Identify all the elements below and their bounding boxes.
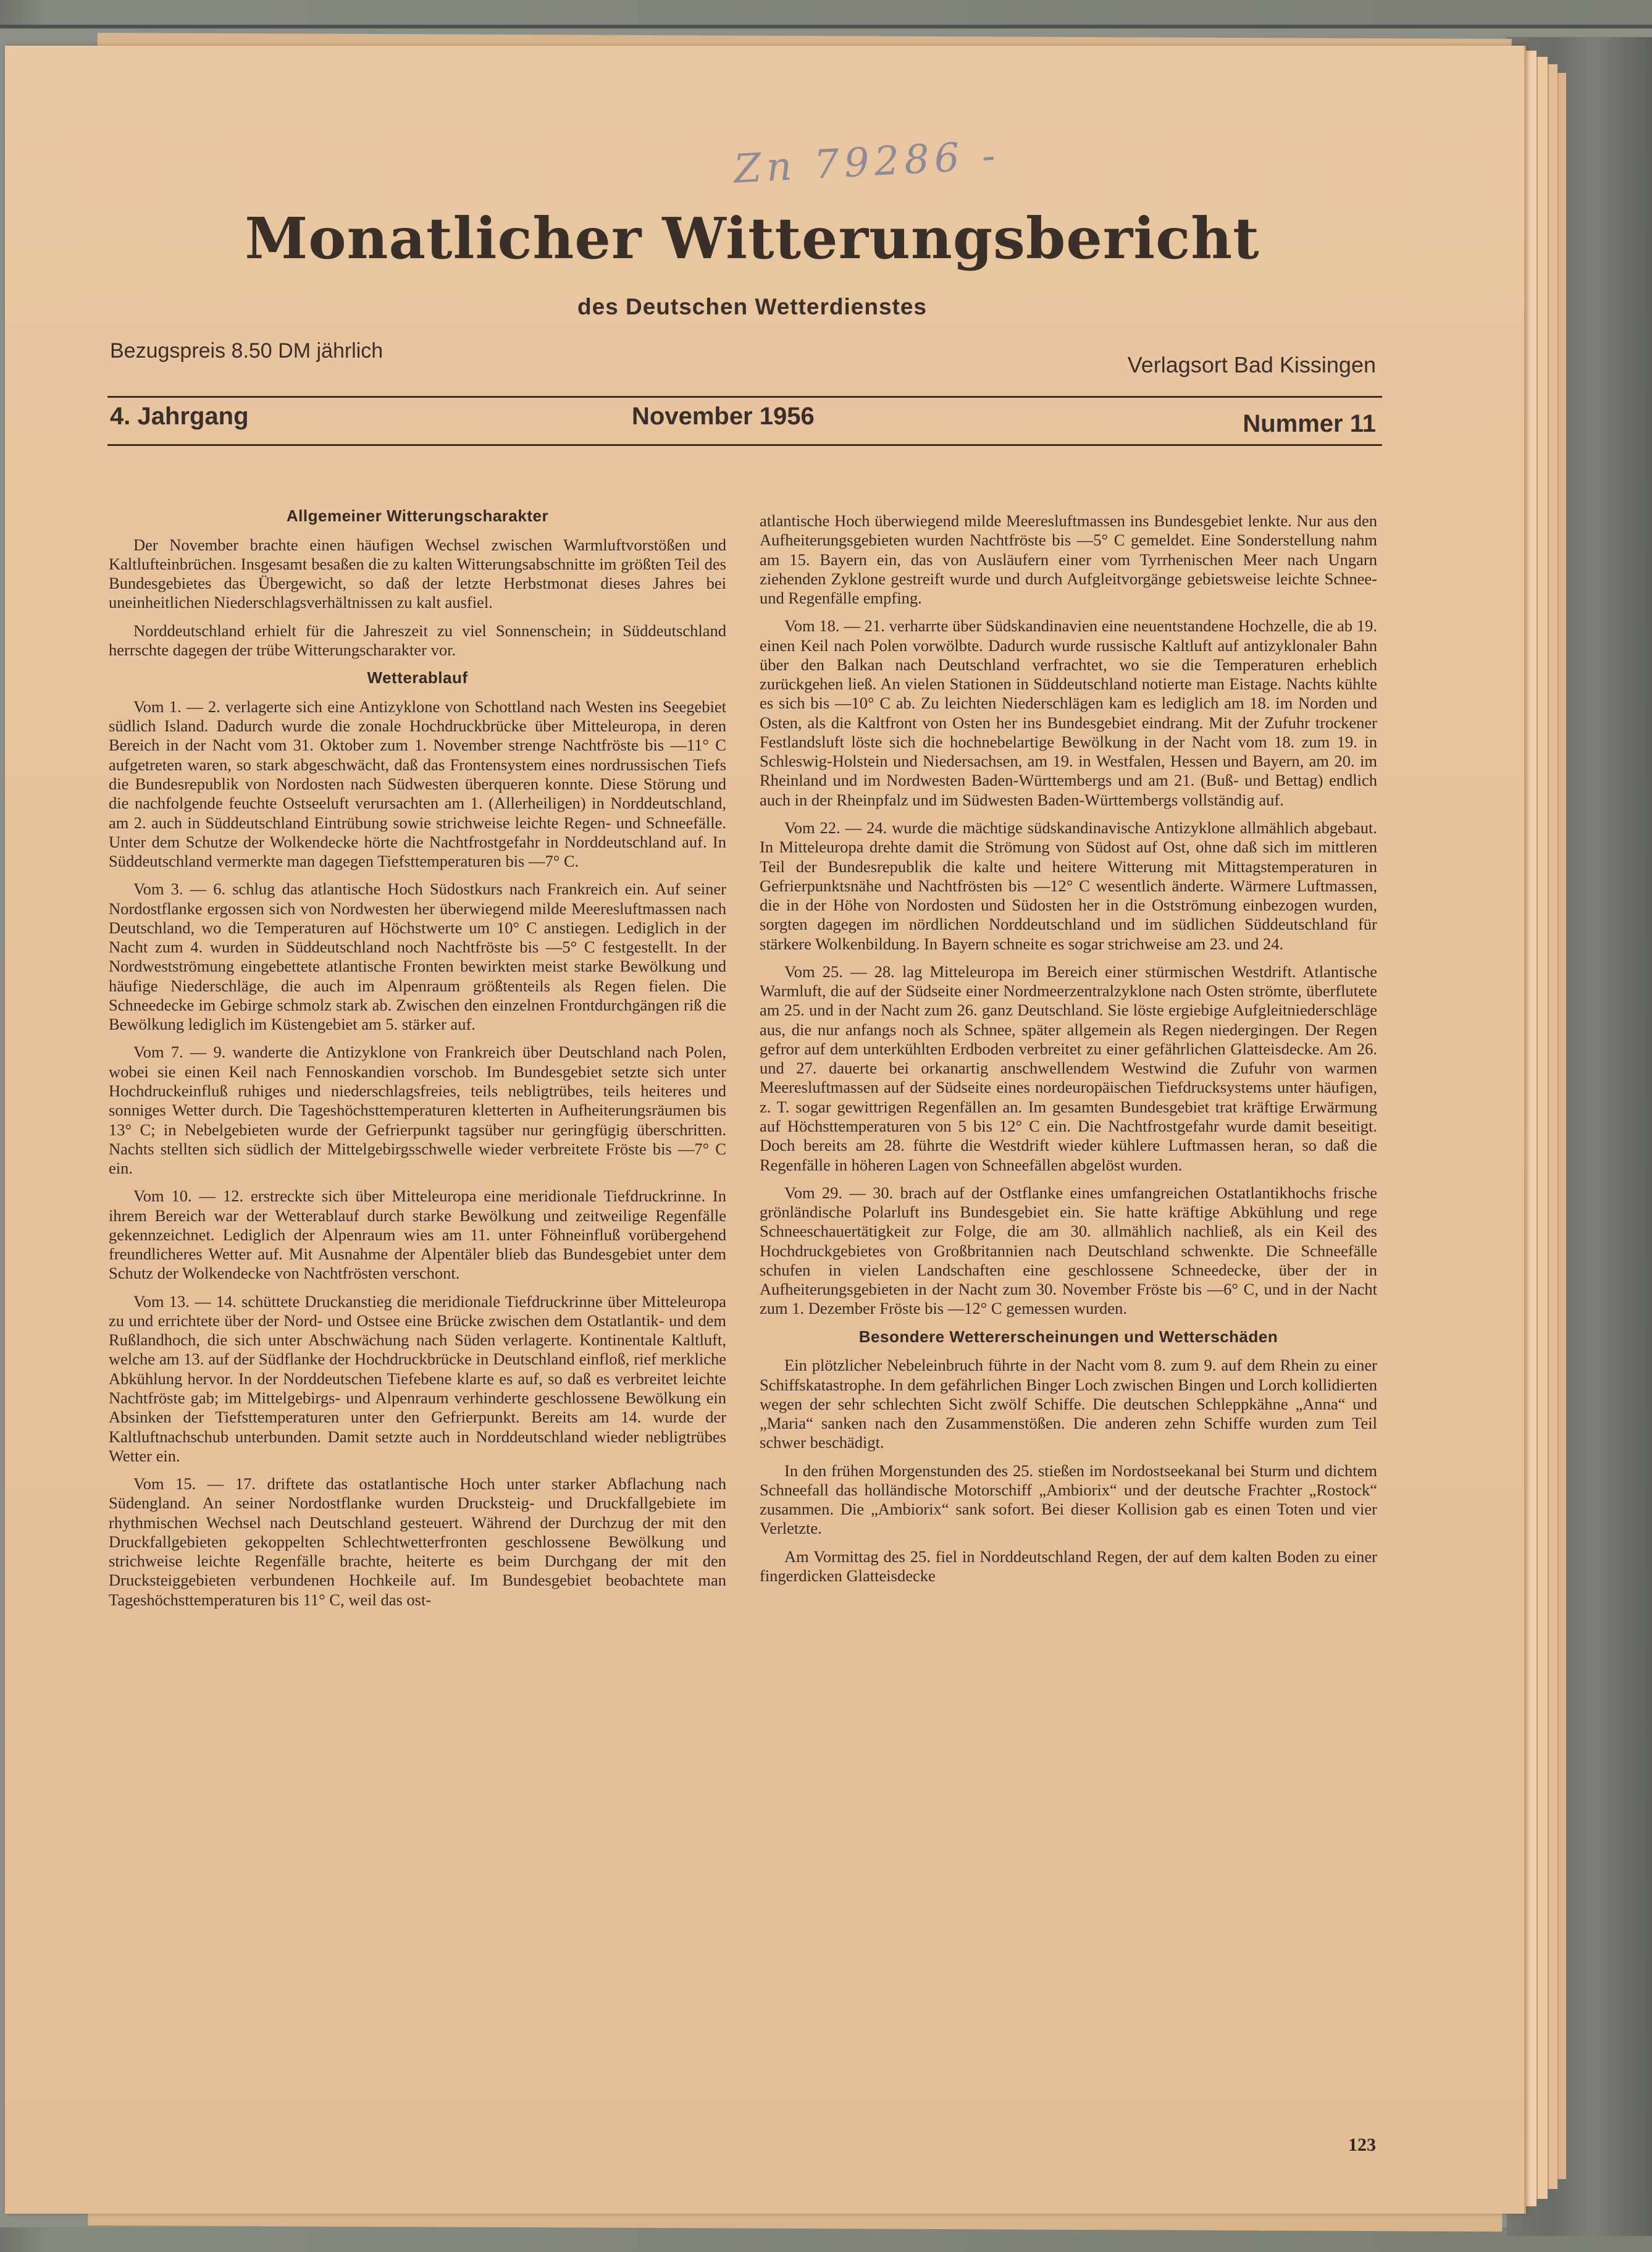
page-number: 123 xyxy=(1348,2135,1376,2155)
paragraph: Vom 7. — 9. wanderte die Antizyklone von Frankreich über Deutschland nach Polen, wobei sie einen Keil nach Fennoskandien vorschob. Im Bundesgebiet setzte sich unter Hochdruckeinfluß ruhiges und niederschlagsfreies, teils nebligtrübes, teils heiteres und sonniges Wetter durch. Die Tageshöchsttemperaturen kletterten in Aufheiterungsräumen bis 13° C; in Nebelgebieten wurde der Gefrierpunkt tagsüber nur geringfügig überschritten. Nachts stellten sich südlich der Mittelgebirgsschwelle wieder verbreitete Fröste bis —7° C ein. xyxy=(109,1043,726,1178)
paragraph: Vom 15. — 17. driftete das ostatlantische Hoch unter starker Abflachung nach Südengland. An seiner Nordostflanke wurden Drucksteig- und Druckfallgebiete im rhythmischen Wechsel nach Deutschland gesteuert. Während der Durchzug der mit den Druckfallgebieten gekoppelten Schlechtwetterfronten geschlossene Bewölkung und strichweise leichte Regenfälle brachte, heiterte es beim Durchgang der mit den Drucksteiggebieten verbundenen Hochkeile auf. Im Bundesgebiet beobachtete man Tageshöchsttemperaturen bis 11° C, weil das ost- xyxy=(109,1474,726,1609)
section-heading-weather-course: Wetterablauf xyxy=(367,668,468,687)
section-heading-general-character: Allgemeiner Witterungscharakter xyxy=(286,506,549,525)
paragraph: Norddeutschland erhielt für die Jahreszeit zu viel Sonnenschein; in Süddeutschland herrschte dagegen der trübe Witterungscharakter vor. xyxy=(109,621,726,659)
text-column-left xyxy=(109,503,726,1618)
document-page xyxy=(5,46,1526,2214)
volume-label: 4. Jahrgang xyxy=(110,403,249,430)
paragraph: Vom 10. — 12. erstreckte sich über Mitteleuropa eine meridionale Tiefdruckrinne. In ihrem Bereich war der Wetterablauf durch starke Bewölkung und zeitweilige Regenfälle gekennzeichnet. Lediglich der Alpenraum wies am 11. unter Föhneinfluß vorübergehend freundlicheres Wetter auf. Mit Ausnahme der Alpentäler blieb das Bundesgebiet unter dem Schutz der Wolkendecke von Nachtfrösten verschont. xyxy=(109,1187,726,1283)
paragraph: Vom 1. — 2. verlagerte sich eine Antizyklone von Schottland nach Westen ins Seegebiet südlich Island. Dadurch wurde die zonale Hochdruckbrücke über Mitteleuropa, in deren Bereich in der Nacht vom 31. Oktober zum 1. November strenge Nachtfröste bis —11° C aufgetreten waren, so stark abgeschwächt, daß das Frontensystem eines nordrussischen Tiefs die Bundesrepublik von Nordosten nach Südwesten überqueren konnte. Diese Störung und die nachfolgende feuchte Ostseeluft verursachten am 1. (Allerheiligen) in Norddeutschland, am 2. auch in Süddeutschland Eintrübung sowie strichweise leichte Regen- und Schneefälle. Unter dem Schutze der Wolkendecke hörte die Nachtfrostgefahr in Norddeutschland auf. In Süddeutschland vermerkte man dagegen Tiefsttemperaturen bis —7° C. xyxy=(109,697,726,871)
paragraph: In den frühen Morgenstunden des 25. stießen im Nordostseekanal bei Sturm und dichtem Schneefall das holländische Motorschiff „Ambiorix“ und der deutsche Frachter „Rostock“ zusammen. Die „Ambiorix“ sank sofort. Bei dieser Kollision gab es einen Toten und vier Verletzte. xyxy=(760,1461,1377,1538)
paragraph: Vom 29. — 30. brach auf der Ostflanke eines umfangreichen Ostatlantikhochs frische grönländische Polarluft ins Bundesgebiet ein. Sie hatte kräftige Abkühlung und rege Schneeschauertätigkeit zur Folge, die am 30. allmählich nachließ, als ein Keil des Hochdruckgebietes von Großbritannien nach Deutschland schwenkte. Die Schneefälle schufen in vielen Landschaften eine geschlossene Schneedecke, über der in Aufheiterungsgebieten in der Nacht zum 30. November Fröste bis —6° C, und in der Nacht zum 1. Dezember Fröste bis —12° C gemessen wurden. xyxy=(760,1183,1377,1318)
page-edge xyxy=(1537,57,1548,2199)
paragraph: Vom 3. — 6. schlug das atlantische Hoch Südostkurs nach Frankreich ein. Auf seiner Nordostflanke ergossen sich von Nordwesten her überwiegend milde Meeresluftmassen nach Deutschland, wo die Temperaturen auf Höchstwerte um 10° C anstiegen. Lediglich in der Nacht zum 4. wurden in Süddeutschland noch Nachtfröste bis —5° C festgestellt. In der Nordwestströmung eingebettete atlantische Fronten bewirkten meist starke Bewölkung und häufige Niederschläge, die auch im Alpenraum größtenteils als Regen fielen. Die Schneedecke im Gebirge schmolz stark ab. Zwischen den einzelnen Frontdurchgängen riß die Bewölkung lediglich im Küstengebiet am 5. stärker auf. xyxy=(109,880,726,1034)
subscription-price: Bezugspreis 8.50 DM jährlich xyxy=(110,339,384,363)
handwritten-catalog-note: Zn 79286 - xyxy=(732,133,1002,193)
page-edge xyxy=(1558,73,1566,2179)
publication-place: Verlagsort Bad Kissingen xyxy=(1127,352,1376,377)
paragraph: Am Vormittag des 25. fiel in Norddeutschland Regen, der auf dem kalten Boden zu einer fingerdicken Glatteisdecke xyxy=(760,1547,1377,1585)
section-heading-special-events: Besondere Wettererscheinungen und Wetterschäden xyxy=(858,1327,1278,1346)
paragraph: Vom 25. — 28. lag Mitteleuropa im Bereich einer stürmischen Westdrift. Atlantische Warmluft, die auf der Südseite einer Nordmeerzentralzyklone nach Osten strömte, überflutete am 25. und in der Nacht zum 26. ganz Deutschland. Sie löste ergiebige Aufgleitniederschläge aus, die nur anfangs noch als Schnee, später allgemein als Regen niedergingen. Der Regen gefror auf dem unterkühlten Erdboden verbreitet zu einer gefährlichen Glatteisdecke. Am 26. und 27. dauerte bei orkanartig anschwellendem Westwind die Zufuhr von warmen Meeresluftmassen auf der Südseite eines nordeuropäischen Tiefdrucksystems unter häufigen, z. T. sogar gewittrigen Regenfällen an. Im gesamten Bundesgebiet trat kräftige Erwärmung auf Höchsttemperaturen von 5 bis 12° C ein. Die Nachtfrostgefahr wurde damit beseitigt. Doch bereits am 28. führte die Westdrift wieder kühlere Luftmassen heran, so daß die Regenfälle in höheren Lagen von Schneefällen abgelöst wurden. xyxy=(760,962,1377,1174)
issue-month: November 1956 xyxy=(632,403,815,430)
paragraph-continued: atlantische Hoch überwiegend milde Meeresluftmassen ins Bundesgebiet lenkte. Nur aus den Aufheiterungsgebieten wurden Nachtfröste bis —5° C gemeldet. Eine Sonderstellung nahm am 15. Bayern ein, das von Ausläufern einer vom Tyrrhenischen Meer nach Ungarn ziehenden Zyklone gestreift wurde und durch Aufgleitvorgänge gebietsweise leichte Schnee- und Regenfälle empfing. xyxy=(760,511,1377,608)
masthead-subtitle: des Deutschen Wetterdienstes xyxy=(577,294,928,319)
issue-number: Nummer 11 xyxy=(1243,410,1376,437)
header-rule-bottom xyxy=(107,444,1382,446)
paragraph: Vom 18. — 21. verharrte über Südskandinavien eine neuentstandene Hochzelle, die ab 19. einen Keil nach Polen vorwölbte. Dadurch wurde russische Kaltluft auf antizyklonaler Bahn über den Balkan nach Deutschland verfrachtet, wo sie die Temperaturen erheblich zurückgehen ließ. An vielen Stationen in Süddeutschland notierte man Eistage. Nachts kühlte es sich bis —10° C ab. Zu leichten Niederschlägen kam es lediglich am 18. im Norden und Osten, als die Kaltfront von Osten her ins Bundesgebiet eindrang. Mit der Zufuhr trockener Festlandsluft löste sich die hochnebelartige Bewölkung in der Nacht vom 18. zum 19. in Schleswig-Holstein und Niedersachsen, am 19. in Westfalen, Hessen und Bayern, am 20. im Rheinland und im Nordwesten Baden-Württembergs und am 21. (Buß- und Bettag) endlich auch in der Rheinpfalz und im Südwesten Baden-Württembergs vollständig auf. xyxy=(760,616,1377,809)
paragraph: Der November brachte einen häufigen Wechsel zwischen Warmluftvorstößen und Kaltlufteinbrüchen. Insgesamt besaßen die zu kalten Witterungsabschnitte im größten Teil des Bundesgebietes das Übergewicht, so daß der letzte Herbstmonat dieses Jahres bei uneinheitlichen Niederschlagsverhältnissen zu kalt ausfiel. xyxy=(109,535,726,612)
page-edge xyxy=(1548,64,1558,2189)
page-edge xyxy=(1524,51,1537,2206)
paragraph: Ein plötzlicher Nebeleinbruch führte in der Nacht vom 8. zum 9. auf dem Rhein zu einer Schiffskatastrophe. In dem gefährlichen Binger Loch zwischen Bingen und Lorch kollidierten wegen der sehr schlechten Sicht zwölf Schiffe. Die deutschen Schleppkähne „Anna“ und „Maria“ sanken nach den Zusammenstößen. Die anderen zehn Schiffe wurden zum Teil schwer beschädigt. xyxy=(760,1356,1377,1452)
paragraph: Vom 22. — 24. wurde die mächtige südskandinavische Antizyklone allmählich abgebaut. In Mitteleuropa drehte damit die Strömung von Südost auf Ost, ohne daß sich im mittleren Teil der Bundesrepublik die kalte und heitere Witterung mit Mittagstemperaturen in Gefrierpunktsnähe und Nachtfrösten bis —12° C wesentlich änderte. Wärmere Luftmassen, die in der Höhe von Nordosten und Südosten her in die Ostströmung einbezogen wurden, sorgten dagegen im nördlichen Norddeutschland und im südlichen Süddeutschland für stärkere Wolkenbildung. In Bayern schneite es sogar strichweise am 23. und 24. xyxy=(760,818,1377,953)
paragraph: Vom 13. — 14. schüttete Druckanstieg die meridionale Tiefdruckrinne über Mitteleuropa zu und errichtete über der Nord- und Ostsee eine Brücke zwischen dem Ostatlantik- und dem Rußlandhoch, die sich unter Abschwächung nach Süden verlagerte. Kontinentale Kaltluft, welche am 13. auf der Südflanke der Hochdruckbrücke in Deutschland einfloß, rief merkliche Abkühlung hervor. In der Norddeutschen Tiefebene klarte es auf, so daß es verbreitet leichte Nachtfröste gab; im Mittelgebirgs- und Alpenraum verhinderte geschlossene Bewölkung ein Absinken der Tiefsttemperaturen unter den Gefrierpunkt. Bereits am 14. wurde der Kaltluftnachschub unterbunden. Damit setzte auch in Norddeutschland wieder nebligtrübes Wetter ein. xyxy=(109,1292,726,1465)
text-column-right xyxy=(760,511,1377,1594)
header-rule-top xyxy=(107,396,1382,398)
masthead-title: Monatlicher Witterungsbericht xyxy=(245,205,1260,272)
